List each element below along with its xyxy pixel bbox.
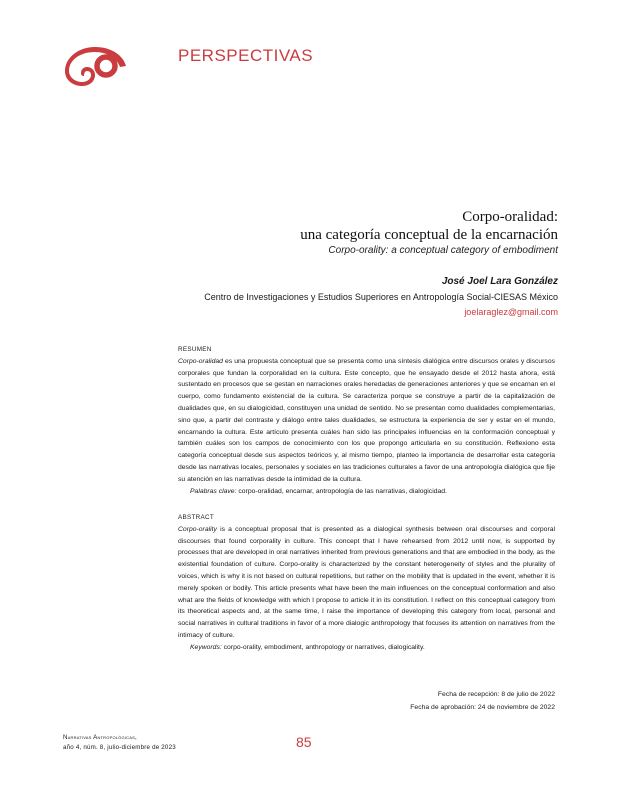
- abstract-heading: ABSTRACT: [178, 514, 214, 521]
- journal-footer: [63, 733, 176, 753]
- approved-date: Fecha de aprobación: 24 de noviembre de 2022: [410, 704, 555, 711]
- abstract-keywords: corpo-orality, embodiment, anthropology or narratives, dialogicality.: [221, 643, 425, 651]
- journal-issue: año 4, núm. 8, julio-diciembre de 2023: [63, 744, 176, 751]
- resumen-keywords-label: Palabras clave:: [190, 487, 237, 495]
- abstract-body: [178, 524, 555, 654]
- resumen-keywords: corpo-oralidad, encarnar, antropología de las narrativas, dialogicidad.: [236, 487, 447, 495]
- resumen-section: [178, 344, 555, 497]
- received-date: Fecha de recepción: 8 de julio de 2022: [437, 691, 555, 698]
- page-number: 85: [296, 734, 312, 750]
- author-name: José Joel Lara González: [441, 276, 558, 287]
- section-label: PERSPECTIVAS: [178, 46, 314, 65]
- author-email-link[interactable]: joelaraglez@gmail.com: [464, 307, 558, 317]
- journal-logo-icon: [60, 44, 130, 88]
- resumen-text: es una propuesta conceptual que se presenta como una síntesis dialógica entre discursos orales y discursos corporales que fundan la corporalidad en la cultura. Este concepto, que he ensayado desde el 2012 hasta ahora, está sustentado en procesos que se gestan en narraciones orales heredadas de generaciones anteriores y que se encarnan en el cuerpo, como fundamento existencial de la cultura. Se caracteriza porque se construye a partir de la capitalización de dualidades que, en su dialogicidad, constituyen una unidad de sentido. No se presentan como dualidades complementarias, sino que, a partir del contraste y diálogo entre tales dualidades, se estructura la experiencia de ser y estar en el mundo, encarnando la cultura. Este artículo presenta cuáles han sido las principales influencias en la conformación conceptual y también cuáles son los campos de conocimiento con los que propongo articularla en su constitución. Reflexiono esta categoría conceptual desde sus aspectos teóricos y, al mismo tiempo, planteo la importancia de desarrollar esta categoría desde las narrativas locales, personales y sociales en las tradiciones culturales a favor de una antropología dialógica que fije su atención en las narrativas desde la intimidad de la cultura.: [178, 357, 555, 483]
- resumen-body: [178, 356, 555, 498]
- article-title-block: [60, 209, 558, 256]
- article-title-line-1: Corpo-oralidad:: [462, 209, 558, 225]
- author-affiliation: Centro de Investigaciones y Estudios Superiores en Antropología Social-CIESAS México: [204, 292, 558, 302]
- abstract-section: [178, 512, 555, 654]
- article-dates: [410, 688, 555, 714]
- author-block: [60, 276, 558, 317]
- resumen-lead-term: Corpo-oralidad: [178, 357, 223, 365]
- abstract-keywords-label: Keywords:: [190, 643, 222, 651]
- abstract-text: is a conceptual proposal that is presented as a dialogical synthesis between oral discourses and corporal discourses that found corporality in culture. This concept that I have rehearsed from 2012 until now, is supported by processes that are developed in oral narratives inherited from previous generations and that are embodied in the body, as the existential foundation of culture. Corpo-orality is characterized by the constant heterogeneity of styles and the plurality of voices, which is why it is not based on cultural repetitions, but rather on the mobility that is updated in the event, whether it is merely spoken or bodily. This article presents what have been the main influences on the conceptual conformation and also what are the fields of knowledge with which I propose to article it in its constitution. I reflect on this conceptual category from its theoretical aspects and, at the same time, I raise the importance of developing this category from local, personal and social narratives in cultural traditions in favor of a more dialogic anthropology that focuses its attention on narratives from the intimacy of culture.: [178, 525, 555, 639]
- resumen-heading: RESUMEN: [178, 346, 212, 353]
- abstract-lead-term: Corpo-orality: [178, 525, 217, 533]
- article-title-line-2: una categoría conceptual de la encarnación: [300, 227, 558, 243]
- journal-name: Narrativas Antropológicas,: [63, 734, 137, 741]
- article-title-english: Corpo-orality: a conceptual category of embodiment: [328, 245, 558, 256]
